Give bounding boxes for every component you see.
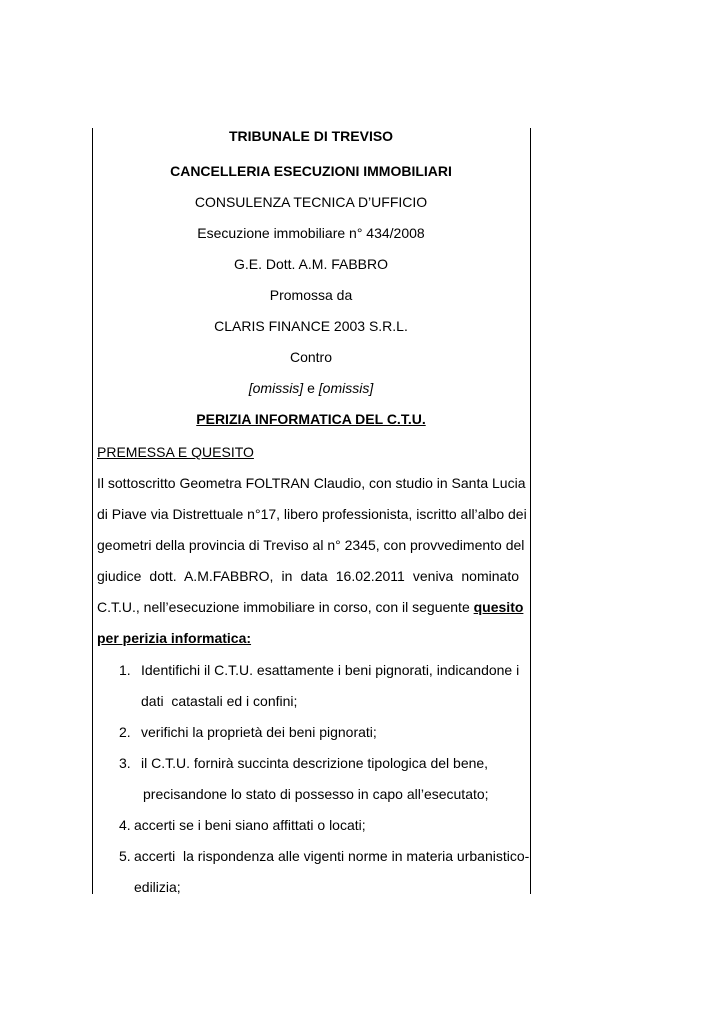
debtor-joiner: e [303, 380, 319, 396]
court-heading: TRIBUNALE DI TREVISO [228, 128, 394, 144]
question-2-line-1: verifichi la proprietà dei beni pignorati; [141, 724, 377, 740]
question-3-line-1: il C.T.U. fornirà succinta descrizione tipologica del bene, [141, 755, 489, 771]
quesito-label-cont: per perizia informatica: [97, 630, 252, 646]
debtor-2: [omissis] [318, 380, 374, 396]
creditor-name: CLARIS FINANCE 2003 S.R.L. [214, 318, 408, 334]
debtors-line [92, 379, 530, 397]
question-2-number: 2. [119, 724, 131, 740]
report-title-wrap [92, 410, 530, 428]
consultancy-heading: CONSULENZA TECNICA D’UFFICIO [194, 194, 428, 210]
quesito-label: quesito [473, 599, 524, 615]
promoted-by-label: Promossa da [269, 287, 353, 303]
question-3-number: 3. [119, 755, 131, 771]
premise-line-4: giudice dott. A.M.FABBRO, in data 16.02.2011 veniva nominato [97, 568, 519, 584]
premise-line-1: Il sottoscritto Geometra FOLTRAN Claudio, con studio in Santa Lucia [97, 475, 526, 491]
question-5-line-2: edilizia; [134, 879, 181, 895]
question-4-number: 4. [119, 817, 131, 833]
question-1-line-1: Identifichi il C.T.U. esattamente i beni pignorati, indicandone i [141, 662, 520, 678]
question-1-number: 1. [119, 662, 131, 678]
premise-line-5-text: C.T.U., nell’esecuzione immobiliare in corso, con il seguente [97, 599, 470, 615]
left-margin-rule [92, 128, 93, 894]
question-4-line-1: accerti se i beni siano affittati o locati; [134, 817, 366, 833]
execution-number: Esecuzione immobiliare n° 434/2008 [197, 225, 425, 241]
question-5-number: 5. [119, 848, 131, 864]
report-title: PERIZIA INFORMATICA DEL C.T.U. [196, 411, 426, 427]
premise-line-3: geometri della provincia di Treviso al n° 2345, con provvedimento del [97, 537, 525, 553]
office-heading: CANCELLERIA ESECUZIONI IMMOBILIARI [170, 163, 452, 179]
premise-line-5 [97, 598, 524, 616]
right-margin-rule [530, 128, 531, 894]
judge-name: G.E. Dott. A.M. FABBRO [233, 256, 389, 272]
against-label: Contro [289, 349, 333, 365]
question-5-line-1: accerti la rispondenza alle vigenti norme in materia urbanistico- [134, 848, 530, 864]
question-3-line-2: precisandone lo stato di possesso in capo all’esecutato; [143, 786, 489, 802]
debtor-1: [omissis] [248, 380, 304, 396]
premise-line-2: di Piave via Distrettuale n°17, libero professionista, iscritto all’albo dei [97, 506, 527, 522]
premise-heading: PREMESSA E QUESITO [97, 444, 254, 460]
question-1-line-2: dati catastali ed i confini; [141, 693, 298, 709]
